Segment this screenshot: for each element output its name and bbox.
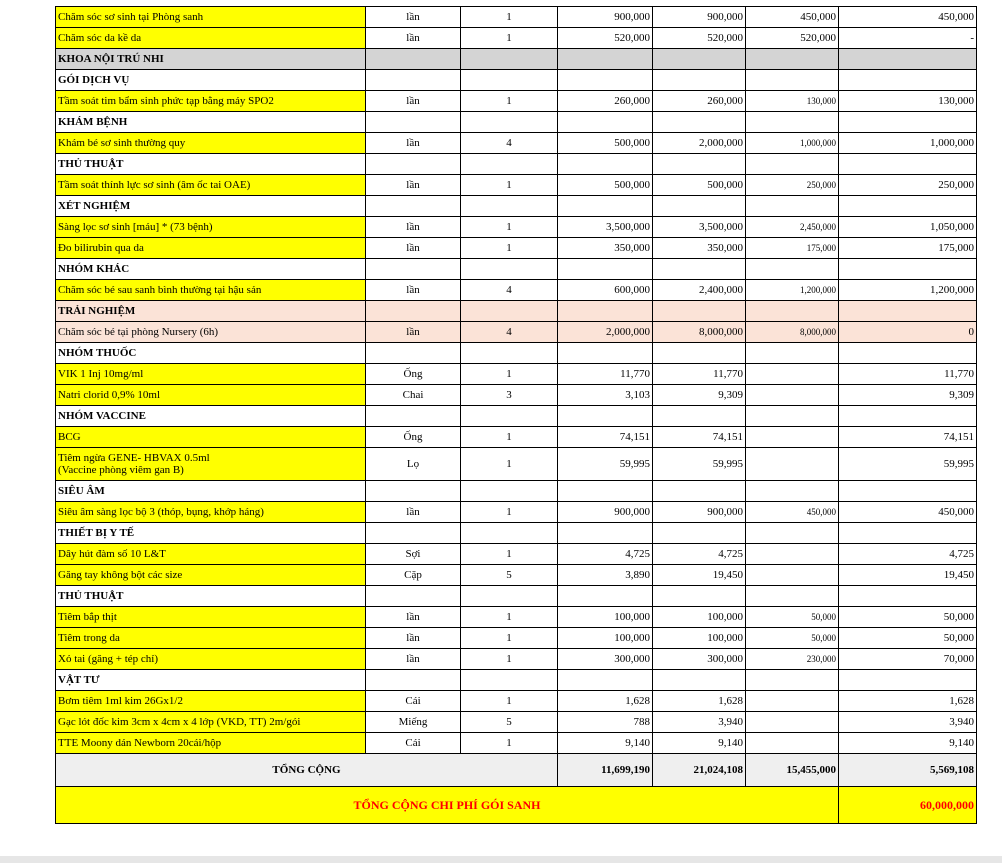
empty-cell bbox=[839, 343, 977, 364]
item-name: BCG bbox=[56, 427, 366, 448]
table-row bbox=[56, 280, 977, 301]
item-unit-price: 300,000 bbox=[558, 649, 653, 670]
item-quantity: 1 bbox=[461, 649, 558, 670]
empty-cell bbox=[746, 259, 839, 280]
table-row bbox=[56, 607, 977, 628]
item-insured-amount bbox=[746, 712, 839, 733]
section-row bbox=[56, 259, 977, 280]
item-amount: 100,000 bbox=[653, 607, 746, 628]
item-quantity: 1 bbox=[461, 733, 558, 754]
item-unit-price: 3,103 bbox=[558, 385, 653, 406]
item-unit: lần bbox=[366, 7, 461, 28]
item-insured-amount: 520,000 bbox=[746, 28, 839, 49]
item-amount: 8,000,000 bbox=[653, 322, 746, 343]
item-name: Bơm tiêm 1ml kim 26Gx1/2 bbox=[56, 691, 366, 712]
item-unit-price: 1,628 bbox=[558, 691, 653, 712]
empty-cell bbox=[366, 301, 461, 322]
empty-cell bbox=[839, 586, 977, 607]
item-unit-price: 520,000 bbox=[558, 28, 653, 49]
empty-cell bbox=[746, 523, 839, 544]
table-row bbox=[56, 7, 977, 28]
item-insured-amount bbox=[746, 364, 839, 385]
empty-cell bbox=[746, 70, 839, 91]
item-unit: lần bbox=[366, 238, 461, 259]
item-name: Sàng lọc sơ sinh [máu] * (73 bệnh) bbox=[56, 217, 366, 238]
item-name: Chăm sóc sơ sinh tại Phòng sanh bbox=[56, 7, 366, 28]
grand-total-row bbox=[56, 787, 977, 824]
table-row bbox=[56, 28, 977, 49]
item-insured-amount bbox=[746, 565, 839, 586]
total-amount: 21,024,108 bbox=[653, 754, 746, 787]
item-unit-price: 100,000 bbox=[558, 628, 653, 649]
table-row bbox=[56, 544, 977, 565]
item-unit: Sợi bbox=[366, 544, 461, 565]
empty-cell bbox=[653, 670, 746, 691]
item-unit-price: 59,995 bbox=[558, 448, 653, 481]
item-patient-amount: 9,309 bbox=[839, 385, 977, 406]
item-insured-amount bbox=[746, 427, 839, 448]
item-unit: lần bbox=[366, 649, 461, 670]
item-unit: lần bbox=[366, 28, 461, 49]
item-unit: Cái bbox=[366, 691, 461, 712]
empty-cell bbox=[558, 154, 653, 175]
item-name: Khám bé sơ sinh thường quy bbox=[56, 133, 366, 154]
item-unit-price: 350,000 bbox=[558, 238, 653, 259]
empty-cell bbox=[746, 49, 839, 70]
item-amount: 260,000 bbox=[653, 91, 746, 112]
item-quantity: 1 bbox=[461, 448, 558, 481]
empty-cell bbox=[839, 259, 977, 280]
section-title: NHÓM KHÁC bbox=[56, 259, 366, 280]
item-insured-amount: 2,450,000 bbox=[746, 217, 839, 238]
grand-total-label: TỔNG CỘNG CHI PHÍ GÓI SANH bbox=[56, 787, 839, 824]
item-name: Tầm soát thính lực sơ sinh (âm ốc tai OAE) bbox=[56, 175, 366, 196]
empty-cell bbox=[366, 49, 461, 70]
item-unit-price: 788 bbox=[558, 712, 653, 733]
item-patient-amount: 1,200,000 bbox=[839, 280, 977, 301]
section-row bbox=[56, 343, 977, 364]
item-unit: Miếng bbox=[366, 712, 461, 733]
item-quantity: 1 bbox=[461, 544, 558, 565]
section-title: SIÊU ÂM bbox=[56, 481, 366, 502]
item-unit: Cái bbox=[366, 733, 461, 754]
empty-cell bbox=[366, 259, 461, 280]
table-row bbox=[56, 133, 977, 154]
table-row bbox=[56, 364, 977, 385]
item-patient-amount: 175,000 bbox=[839, 238, 977, 259]
item-unit-price: 2,000,000 bbox=[558, 322, 653, 343]
empty-cell bbox=[653, 523, 746, 544]
section-title: KHOA NỘI TRÚ NHI bbox=[56, 49, 366, 70]
item-insured-amount bbox=[746, 385, 839, 406]
section-title: NHÓM VACCINE bbox=[56, 406, 366, 427]
empty-cell bbox=[461, 523, 558, 544]
item-patient-amount: 0 bbox=[839, 322, 977, 343]
section-title: NHÓM THUỐC bbox=[56, 343, 366, 364]
empty-cell bbox=[461, 196, 558, 217]
item-name: TTE Moony dán Newborn 20cái/hộp bbox=[56, 733, 366, 754]
item-name: Chăm sóc bé tại phòng Nursery (6h) bbox=[56, 322, 366, 343]
item-unit-price: 600,000 bbox=[558, 280, 653, 301]
section-row bbox=[56, 670, 977, 691]
table-row bbox=[56, 649, 977, 670]
item-unit-price: 11,770 bbox=[558, 364, 653, 385]
section-row bbox=[56, 406, 977, 427]
item-quantity: 3 bbox=[461, 385, 558, 406]
item-insured-amount bbox=[746, 544, 839, 565]
section-row bbox=[56, 481, 977, 502]
item-patient-amount: 74,151 bbox=[839, 427, 977, 448]
item-quantity: 4 bbox=[461, 322, 558, 343]
item-unit-price: 3,890 bbox=[558, 565, 653, 586]
item-quantity: 1 bbox=[461, 691, 558, 712]
empty-cell bbox=[461, 112, 558, 133]
empty-cell bbox=[366, 112, 461, 133]
item-unit: lần bbox=[366, 322, 461, 343]
table-row bbox=[56, 628, 977, 649]
item-unit: lần bbox=[366, 175, 461, 196]
section-title: KHÁM BỆNH bbox=[56, 112, 366, 133]
item-amount: 2,400,000 bbox=[653, 280, 746, 301]
item-amount: 900,000 bbox=[653, 502, 746, 523]
empty-cell bbox=[653, 154, 746, 175]
item-patient-amount: 11,770 bbox=[839, 364, 977, 385]
item-insured-amount: 50,000 bbox=[746, 628, 839, 649]
empty-cell bbox=[839, 523, 977, 544]
item-name: Natri clorid 0,9% 10ml bbox=[56, 385, 366, 406]
item-quantity: 1 bbox=[461, 607, 558, 628]
item-insured-amount bbox=[746, 448, 839, 481]
table-row bbox=[56, 91, 977, 112]
item-unit-price: 4,725 bbox=[558, 544, 653, 565]
empty-cell bbox=[653, 196, 746, 217]
item-patient-amount: 130,000 bbox=[839, 91, 977, 112]
empty-cell bbox=[839, 481, 977, 502]
section-title: VẬT TƯ bbox=[56, 670, 366, 691]
item-name: Chăm sóc bé sau sanh bình thường tại hậu sản bbox=[56, 280, 366, 301]
section-row bbox=[56, 49, 977, 70]
item-amount: 59,995 bbox=[653, 448, 746, 481]
item-quantity: 5 bbox=[461, 565, 558, 586]
item-unit: lần bbox=[366, 628, 461, 649]
item-unit: lần bbox=[366, 607, 461, 628]
item-insured-amount bbox=[746, 733, 839, 754]
item-name: Dây hút đàm số 10 L&T bbox=[56, 544, 366, 565]
item-unit-price: 9,140 bbox=[558, 733, 653, 754]
section-row bbox=[56, 523, 977, 544]
empty-cell bbox=[839, 196, 977, 217]
empty-cell bbox=[366, 154, 461, 175]
item-unit: lần bbox=[366, 217, 461, 238]
item-unit: Chai bbox=[366, 385, 461, 406]
empty-cell bbox=[746, 670, 839, 691]
item-unit: lần bbox=[366, 91, 461, 112]
item-patient-amount: 59,995 bbox=[839, 448, 977, 481]
table-row bbox=[56, 385, 977, 406]
empty-cell bbox=[653, 259, 746, 280]
empty-cell bbox=[839, 301, 977, 322]
item-amount: 19,450 bbox=[653, 565, 746, 586]
item-amount: 3,940 bbox=[653, 712, 746, 733]
item-unit: lần bbox=[366, 280, 461, 301]
empty-cell bbox=[558, 49, 653, 70]
empty-cell bbox=[366, 70, 461, 91]
item-name: Xỏ tai (găng + tép chỉ) bbox=[56, 649, 366, 670]
item-unit-price: 900,000 bbox=[558, 502, 653, 523]
item-patient-amount: 1,050,000 bbox=[839, 217, 977, 238]
empty-cell bbox=[366, 343, 461, 364]
item-name: VIK 1 Inj 10mg/ml bbox=[56, 364, 366, 385]
item-unit-price: 900,000 bbox=[558, 7, 653, 28]
table-row bbox=[56, 427, 977, 448]
section-row bbox=[56, 301, 977, 322]
package-cost-table bbox=[55, 6, 977, 824]
empty-cell bbox=[461, 301, 558, 322]
table-body bbox=[56, 7, 977, 754]
item-unit-price: 3,500,000 bbox=[558, 217, 653, 238]
item-patient-amount: 1,000,000 bbox=[839, 133, 977, 154]
empty-cell bbox=[653, 343, 746, 364]
item-amount: 3,500,000 bbox=[653, 217, 746, 238]
item-unit-price: 74,151 bbox=[558, 427, 653, 448]
empty-cell bbox=[839, 70, 977, 91]
table-row bbox=[56, 175, 977, 196]
empty-cell bbox=[558, 70, 653, 91]
total-row bbox=[56, 754, 977, 787]
table-row bbox=[56, 565, 977, 586]
item-name bbox=[56, 448, 366, 481]
item-patient-amount: 4,725 bbox=[839, 544, 977, 565]
empty-cell bbox=[558, 112, 653, 133]
item-unit: lần bbox=[366, 502, 461, 523]
item-amount: 11,770 bbox=[653, 364, 746, 385]
item-quantity: 4 bbox=[461, 280, 558, 301]
item-name: Tầm soát tim bẩm sinh phức tạp bằng máy SPO2 bbox=[56, 91, 366, 112]
total-patient: 5,569,108 bbox=[839, 754, 977, 787]
item-amount: 350,000 bbox=[653, 238, 746, 259]
empty-cell bbox=[746, 112, 839, 133]
section-title: TRẢI NGHIỆM bbox=[56, 301, 366, 322]
item-unit-price: 100,000 bbox=[558, 607, 653, 628]
item-insured-amount: 450,000 bbox=[746, 502, 839, 523]
empty-cell bbox=[366, 406, 461, 427]
item-name: Chăm sóc da kề da bbox=[56, 28, 366, 49]
section-row bbox=[56, 196, 977, 217]
empty-cell bbox=[653, 586, 746, 607]
empty-cell bbox=[366, 586, 461, 607]
empty-cell bbox=[461, 406, 558, 427]
empty-cell bbox=[366, 670, 461, 691]
item-patient-amount: 450,000 bbox=[839, 7, 977, 28]
empty-cell bbox=[653, 481, 746, 502]
empty-cell bbox=[558, 343, 653, 364]
item-quantity: 1 bbox=[461, 217, 558, 238]
table-row bbox=[56, 712, 977, 733]
empty-cell bbox=[839, 112, 977, 133]
empty-cell bbox=[653, 49, 746, 70]
item-insured-amount: 130,000 bbox=[746, 91, 839, 112]
empty-cell bbox=[461, 49, 558, 70]
empty-cell bbox=[839, 406, 977, 427]
section-title: XÉT NGHIỆM bbox=[56, 196, 366, 217]
item-quantity: 1 bbox=[461, 7, 558, 28]
item-unit: Ống bbox=[366, 427, 461, 448]
item-unit-price: 500,000 bbox=[558, 133, 653, 154]
item-amount: 9,309 bbox=[653, 385, 746, 406]
table-row bbox=[56, 448, 977, 481]
item-patient-amount: 9,140 bbox=[839, 733, 977, 754]
empty-cell bbox=[653, 70, 746, 91]
empty-cell bbox=[461, 586, 558, 607]
empty-cell bbox=[746, 406, 839, 427]
item-insured-amount: 8,000,000 bbox=[746, 322, 839, 343]
empty-cell bbox=[653, 112, 746, 133]
item-quantity: 1 bbox=[461, 364, 558, 385]
item-insured-amount bbox=[746, 691, 839, 712]
item-quantity: 1 bbox=[461, 28, 558, 49]
item-patient-amount: 19,450 bbox=[839, 565, 977, 586]
item-insured-amount: 450,000 bbox=[746, 7, 839, 28]
empty-cell bbox=[461, 259, 558, 280]
empty-cell bbox=[653, 406, 746, 427]
item-patient-amount: 50,000 bbox=[839, 628, 977, 649]
item-amount: 500,000 bbox=[653, 175, 746, 196]
table-row bbox=[56, 691, 977, 712]
item-quantity: 1 bbox=[461, 238, 558, 259]
empty-cell bbox=[461, 343, 558, 364]
item-name: Tiêm trong da bbox=[56, 628, 366, 649]
empty-cell bbox=[558, 586, 653, 607]
item-quantity: 1 bbox=[461, 91, 558, 112]
item-patient-amount: - bbox=[839, 28, 977, 49]
empty-cell bbox=[558, 523, 653, 544]
item-amount: 100,000 bbox=[653, 628, 746, 649]
item-patient-amount: 250,000 bbox=[839, 175, 977, 196]
item-quantity: 5 bbox=[461, 712, 558, 733]
empty-cell bbox=[558, 259, 653, 280]
item-quantity: 1 bbox=[461, 502, 558, 523]
item-name: Đo bilirubin qua da bbox=[56, 238, 366, 259]
item-insured-amount: 250,000 bbox=[746, 175, 839, 196]
item-patient-amount: 3,940 bbox=[839, 712, 977, 733]
empty-cell bbox=[461, 70, 558, 91]
item-insured-amount: 50,000 bbox=[746, 607, 839, 628]
empty-cell bbox=[746, 154, 839, 175]
empty-cell bbox=[558, 406, 653, 427]
item-patient-amount: 50,000 bbox=[839, 607, 977, 628]
section-title: THỦ THUẬT bbox=[56, 586, 366, 607]
empty-cell bbox=[366, 481, 461, 502]
table-row bbox=[56, 322, 977, 343]
item-quantity: 1 bbox=[461, 628, 558, 649]
empty-cell bbox=[558, 196, 653, 217]
item-amount: 9,140 bbox=[653, 733, 746, 754]
table-row bbox=[56, 733, 977, 754]
empty-cell bbox=[746, 196, 839, 217]
item-insured-amount: 1,200,000 bbox=[746, 280, 839, 301]
item-amount: 900,000 bbox=[653, 7, 746, 28]
empty-cell bbox=[558, 481, 653, 502]
item-unit: Cặp bbox=[366, 565, 461, 586]
empty-cell bbox=[366, 523, 461, 544]
total-price: 11,699,190 bbox=[558, 754, 653, 787]
total-label: TỔNG CỘNG bbox=[56, 754, 558, 787]
section-row bbox=[56, 586, 977, 607]
item-name: Găng tay không bột các size bbox=[56, 565, 366, 586]
empty-cell bbox=[839, 49, 977, 70]
empty-cell bbox=[746, 586, 839, 607]
item-name: Gạc lót đốc kim 3cm x 4cm x 4 lớp (VKD, TT) 2m/gói bbox=[56, 712, 366, 733]
empty-cell bbox=[746, 301, 839, 322]
item-quantity: 1 bbox=[461, 175, 558, 196]
empty-cell bbox=[839, 154, 977, 175]
section-row bbox=[56, 154, 977, 175]
item-name: Tiêm bắp thịt bbox=[56, 607, 366, 628]
item-amount: 4,725 bbox=[653, 544, 746, 565]
item-patient-amount: 450,000 bbox=[839, 502, 977, 523]
item-quantity: 4 bbox=[461, 133, 558, 154]
item-quantity: 1 bbox=[461, 427, 558, 448]
empty-cell bbox=[461, 481, 558, 502]
bottom-scroll-strip bbox=[0, 856, 1002, 863]
table-row bbox=[56, 502, 977, 523]
empty-cell bbox=[839, 670, 977, 691]
item-amount: 520,000 bbox=[653, 28, 746, 49]
empty-cell bbox=[461, 154, 558, 175]
empty-cell bbox=[746, 343, 839, 364]
empty-cell bbox=[558, 301, 653, 322]
item-unit: lần bbox=[366, 133, 461, 154]
empty-cell bbox=[366, 196, 461, 217]
empty-cell bbox=[558, 670, 653, 691]
table-row bbox=[56, 238, 977, 259]
item-unit: Lọ bbox=[366, 448, 461, 481]
total-insured: 15,455,000 bbox=[746, 754, 839, 787]
item-insured-amount: 230,000 bbox=[746, 649, 839, 670]
empty-cell bbox=[461, 670, 558, 691]
item-amount: 300,000 bbox=[653, 649, 746, 670]
section-row bbox=[56, 70, 977, 91]
section-title: THIẾT BỊ Y TẾ bbox=[56, 523, 366, 544]
section-row bbox=[56, 112, 977, 133]
item-insured-amount: 175,000 bbox=[746, 238, 839, 259]
item-unit-price: 500,000 bbox=[558, 175, 653, 196]
section-title: THỦ THUẬT bbox=[56, 154, 366, 175]
grand-total-value: 60,000,000 bbox=[839, 787, 977, 824]
table-row bbox=[56, 217, 977, 238]
item-name: Siêu âm sàng lọc bộ 3 (thóp, bụng, khớp háng) bbox=[56, 502, 366, 523]
item-insured-amount: 1,000,000 bbox=[746, 133, 839, 154]
item-patient-amount: 1,628 bbox=[839, 691, 977, 712]
item-amount: 74,151 bbox=[653, 427, 746, 448]
item-amount: 2,000,000 bbox=[653, 133, 746, 154]
empty-cell bbox=[746, 481, 839, 502]
item-unit-price: 260,000 bbox=[558, 91, 653, 112]
empty-cell bbox=[653, 301, 746, 322]
item-name-line: Tiêm ngừa GENE- HBVAX 0.5ml bbox=[58, 452, 210, 464]
item-name-note: (Vaccine phòng viêm gan B) bbox=[58, 464, 184, 476]
item-unit: Ống bbox=[366, 364, 461, 385]
section-title: GÓI DỊCH VỤ bbox=[56, 70, 366, 91]
item-amount: 1,628 bbox=[653, 691, 746, 712]
item-patient-amount: 70,000 bbox=[839, 649, 977, 670]
